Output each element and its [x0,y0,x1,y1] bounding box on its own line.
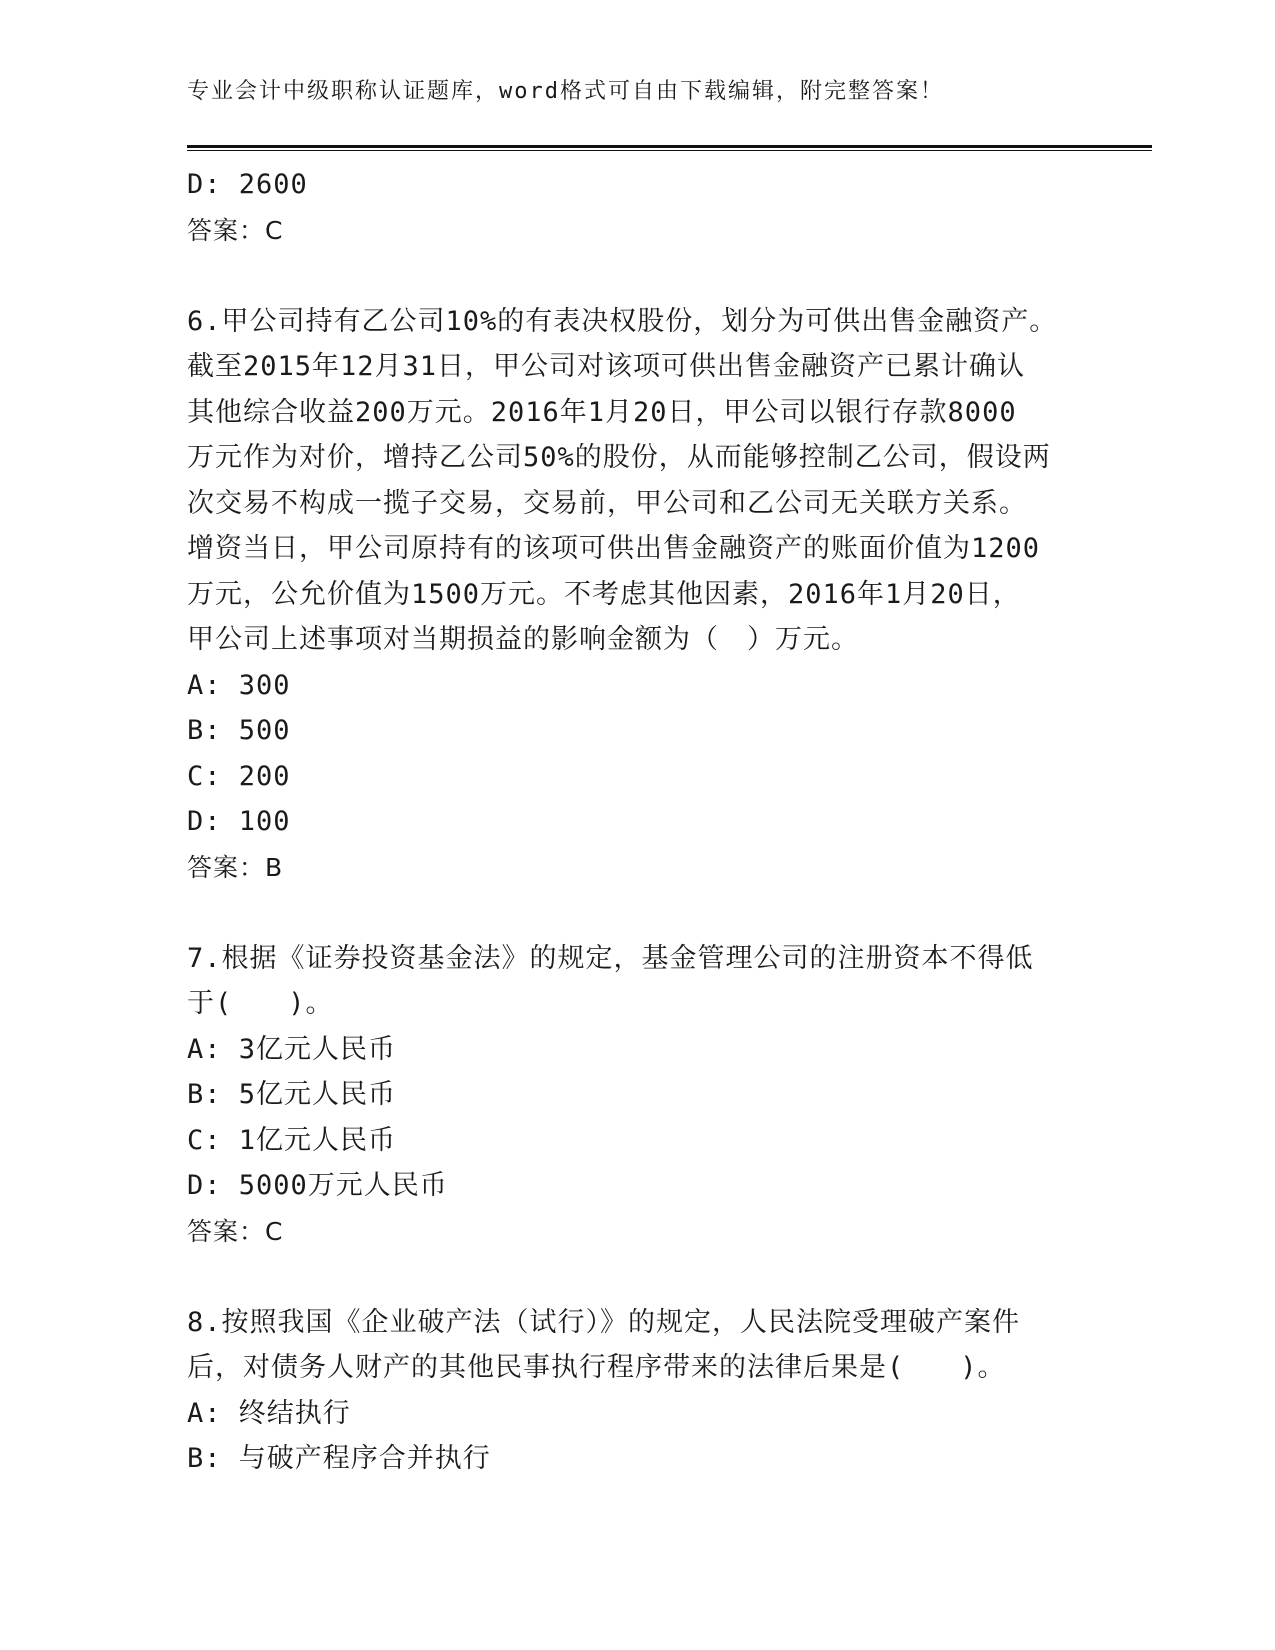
option-d: D: 100 [187,806,291,837]
page-header: 专业会计中级职称认证题库，word格式可自由下载编辑，附完整答案！ [187,79,944,104]
option-a: A: 300 [187,669,291,701]
option-b: B: 5亿元人民币 [187,1079,397,1110]
question-stem-line: 8.按照我国《企业破产法（试行）》的规定，人民法院受理破产案件 [187,1306,1021,1338]
question-stem-line: 甲公司上述事项对当期损益的影响金额为（ ）万元。 [187,624,859,655]
question-stem-line: 6.甲公司持有乙公司10%的有表决权股份，划分为可供出售金融资产。 [187,305,1058,337]
question-stem-line: 万元，公允价值为1500万元。不考虑其他因素，2016年1月20日， [187,578,1021,610]
question-stem-line: 其他综合收益200万元。2016年1月20日，甲公司以银行存款8000 [187,396,1017,428]
question-8 [187,1300,1087,1482]
option-c: C: 200 [187,760,291,792]
answer: 答案：C [187,1216,284,1246]
question-stem-line: 于( )。 [187,988,334,1019]
answer: 答案：B [187,852,284,882]
question-stem-line: 截至2015年12月31日，甲公司对该项可供出售金融资产已累计确认 [187,351,1026,382]
question-stem-line: 次交易不构成一揽子交易，交易前，甲公司和乙公司无关联方关系。 [187,487,1027,519]
answer: 答案：C [187,215,284,245]
question-stem-line: 万元作为对价，增持乙公司50%的股份，从而能够控制乙公司，假设两 [187,442,1051,473]
option-c: C: 1亿元人民币 [187,1124,397,1156]
option-b: B: 500 [187,715,291,746]
header-divider-thin [187,150,1152,151]
question-6 [187,299,1087,891]
question-stem-line: 增资当日，甲公司原持有的该项可供出售金融资产的账面价值为1200 [187,533,1041,564]
question-7 [187,936,1087,1255]
document-body [187,162,1087,1482]
option-b: B: 与破产程序合并执行 [187,1443,491,1474]
option-a: A: 3亿元人民币 [187,1033,397,1065]
option-d: D: 2600 [187,169,308,200]
header-divider [187,145,1152,148]
option-a: A: 终结执行 [187,1397,351,1429]
option-d: D: 5000万元人民币 [187,1170,448,1201]
question-stem-line: 后，对债务人财产的其他民事执行程序带来的法律后果是( )。 [187,1352,1006,1383]
question-stem-line: 7.根据《证券投资基金法》的规定，基金管理公司的注册资本不得低 [187,942,1034,974]
